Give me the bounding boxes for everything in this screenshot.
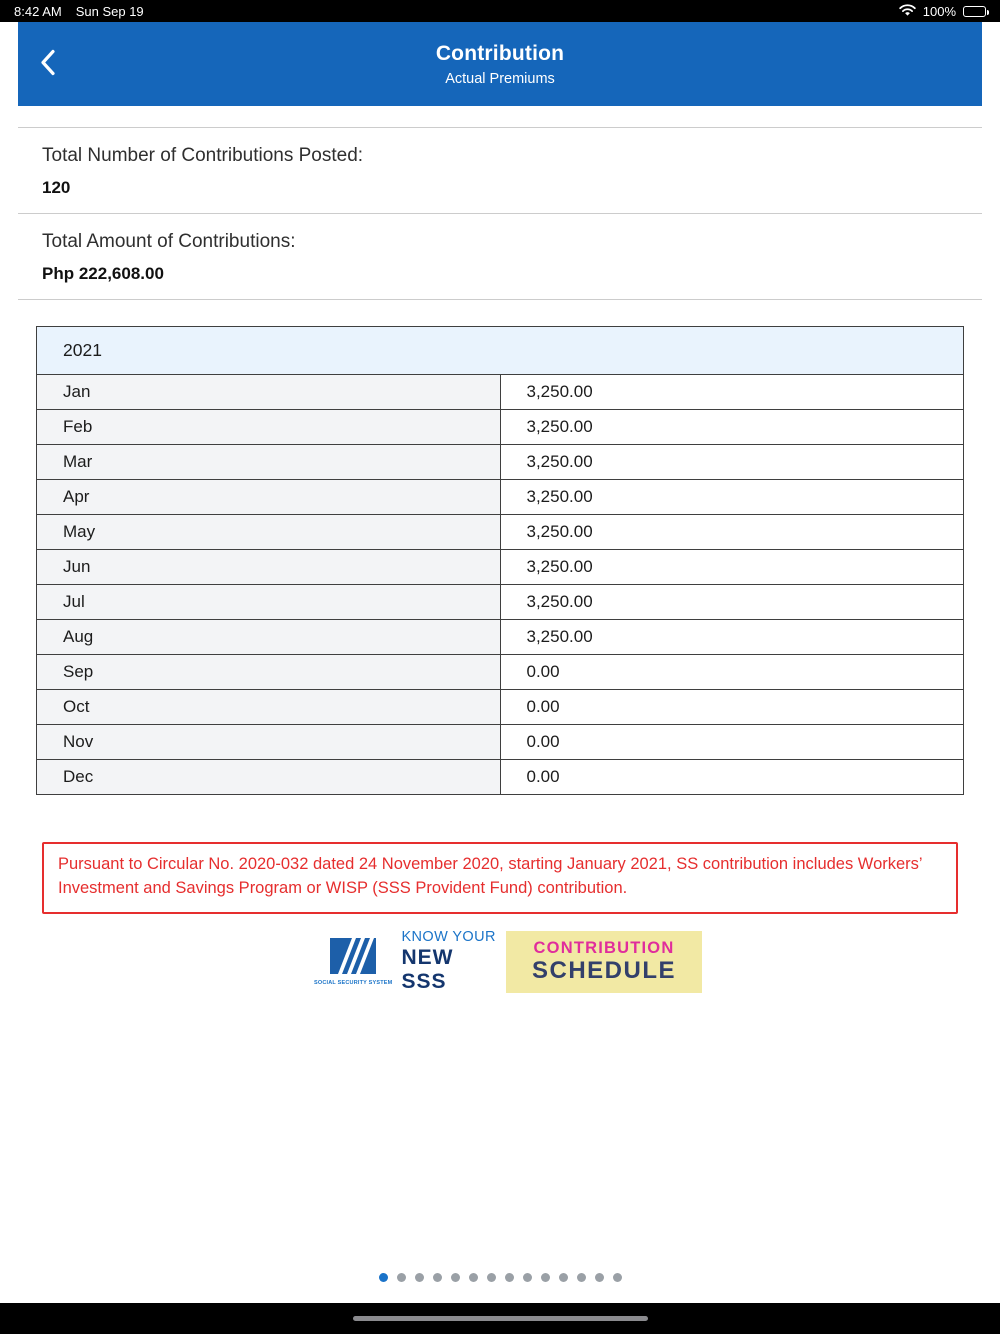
page-dot[interactable] <box>523 1273 532 1282</box>
banner-schedule: SCHEDULE <box>531 956 676 984</box>
amount-cell: 0.00 <box>500 655 964 690</box>
table-row <box>37 550 964 585</box>
month-cell: Nov <box>37 725 501 760</box>
posted-label: Total Number of Contributions Posted: <box>42 145 364 166</box>
status-bar <box>0 0 1000 22</box>
month-cell: Jul <box>37 585 501 620</box>
table-row <box>37 410 964 445</box>
page-dot[interactable] <box>397 1273 406 1282</box>
page-dot[interactable] <box>559 1273 568 1282</box>
month-cell: Dec <box>37 760 501 795</box>
sss-banner[interactable] <box>298 931 702 993</box>
table-row <box>37 690 964 725</box>
amount-cell: 0.00 <box>500 690 964 725</box>
amount-cell: 3,250.00 <box>500 410 964 445</box>
month-cell: Jun <box>37 550 501 585</box>
table-row <box>37 445 964 480</box>
status-date: Sun Sep 19 <box>75 3 144 19</box>
table-row <box>37 515 964 550</box>
chevron-left-icon <box>40 50 55 79</box>
page-dot[interactable] <box>433 1273 442 1282</box>
battery-percent: 100% <box>922 3 956 19</box>
amount-cell: 0.00 <box>500 725 964 760</box>
sss-logo-caption: SOCIAL SECURITY SYSTEM <box>314 979 393 986</box>
amount-cell: 3,250.00 <box>500 550 964 585</box>
month-cell: Oct <box>37 690 501 725</box>
table-row <box>37 655 964 690</box>
page-dot[interactable] <box>541 1273 550 1282</box>
month-cell: Aug <box>37 620 501 655</box>
page-dot[interactable] <box>469 1273 478 1282</box>
status-time: 8:42 AM <box>14 3 62 19</box>
page-dot[interactable] <box>613 1273 622 1282</box>
page-dot[interactable] <box>487 1273 496 1282</box>
amount-label: Total Amount of Contributions: <box>42 231 296 252</box>
amount-cell: 3,250.00 <box>500 375 964 410</box>
back-button[interactable] <box>34 44 61 85</box>
month-cell: Apr <box>37 480 501 515</box>
amount-cell: 3,250.00 <box>500 480 964 515</box>
table-row <box>37 375 964 410</box>
month-cell: Mar <box>37 445 501 480</box>
banner-right <box>506 931 702 993</box>
posted-value: 120 <box>42 178 71 197</box>
amount-cell: 3,250.00 <box>500 585 964 620</box>
notice-box: Pursuant to Circular No. 2020-032 dated 24 November 2020, starting January 2021, SS contribution includes Workers’ Investment and Savings Program or WISP (SSS Provident Fund) contribution. <box>42 842 958 914</box>
battery-icon <box>963 6 986 17</box>
table-row <box>37 620 964 655</box>
home-bar <box>0 1303 1000 1334</box>
page-title: Contribution <box>435 41 565 65</box>
banner-know-your: KNOW YOUR <box>401 929 496 946</box>
summary-amount <box>0 214 1000 299</box>
amount-cell: 3,250.00 <box>500 445 964 480</box>
amount-value: Php 222,608.00 <box>42 264 164 283</box>
page-dots <box>0 1273 1000 1282</box>
contribution-table <box>36 326 964 795</box>
table-row <box>37 480 964 515</box>
amount-cell: 0.00 <box>500 760 964 795</box>
banner-contribution: CONTRIBUTION <box>533 938 675 957</box>
table-row <box>37 725 964 760</box>
page-dot[interactable] <box>379 1273 388 1282</box>
banner-left <box>298 931 506 993</box>
wifi-icon <box>899 4 916 19</box>
month-cell: May <box>37 515 501 550</box>
year-header-row <box>37 327 964 375</box>
page-dot[interactable] <box>505 1273 514 1282</box>
banner-new-sss: NEW SSS <box>401 946 454 994</box>
amount-cell: 3,250.00 <box>500 620 964 655</box>
navigation-bar <box>18 22 982 106</box>
table-row <box>37 585 964 620</box>
table-row <box>37 760 964 795</box>
month-cell: Feb <box>37 410 501 445</box>
page-dot[interactable] <box>577 1273 586 1282</box>
amount-cell: 3,250.00 <box>500 515 964 550</box>
page-dot[interactable] <box>595 1273 604 1282</box>
page-subtitle: Actual Premiums <box>445 70 555 87</box>
summary-posted <box>0 128 1000 213</box>
page-dot[interactable] <box>451 1273 460 1282</box>
month-cell: Sep <box>37 655 501 690</box>
home-indicator[interactable] <box>353 1316 648 1321</box>
month-cell: Jan <box>37 375 501 410</box>
divider <box>18 299 982 300</box>
page-dot[interactable] <box>415 1273 424 1282</box>
year-header: 2021 <box>37 327 964 375</box>
sss-logo-icon <box>330 938 376 979</box>
